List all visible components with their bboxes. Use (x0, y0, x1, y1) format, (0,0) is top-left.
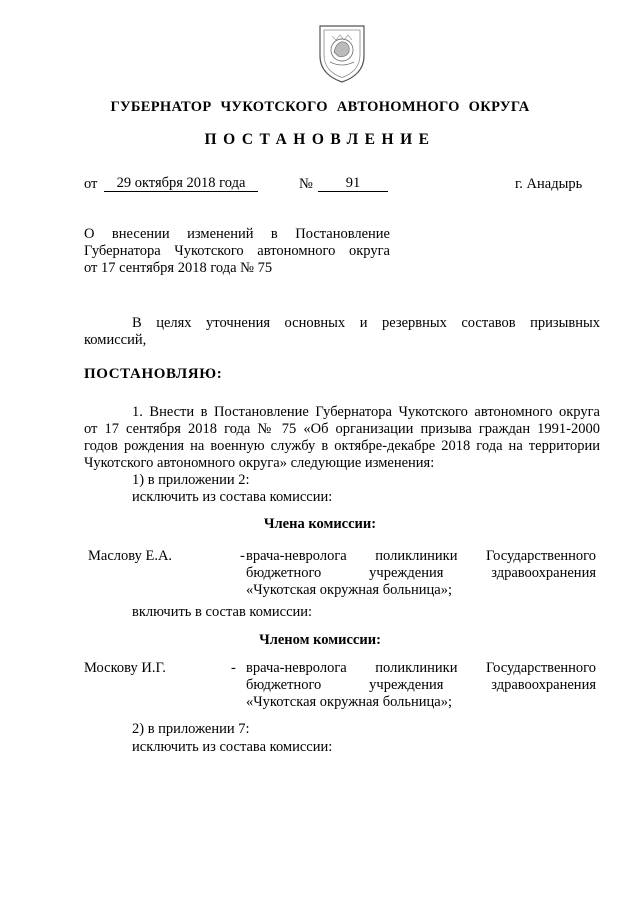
item-1-line: Чукотского автономного округа» следующие изменения: (84, 455, 435, 471)
item-1-paragraph (84, 404, 600, 472)
exclude-instruction-1: исключить из состава комиссии: (132, 489, 333, 505)
member-heading-included: Членом комиссии: (259, 632, 381, 648)
coat-of-arms-icon (316, 22, 368, 84)
document-subject (84, 226, 390, 277)
person-name: Москову И.Г. (84, 660, 166, 676)
subject-line: от 17 сентября 2018 года № 75 (84, 260, 273, 276)
preamble-line: комиссий, (84, 332, 147, 348)
person-name: Маслову Е.А. (88, 548, 173, 564)
exclude-instruction-2: исключить из состава комиссии: (132, 739, 333, 755)
preamble-line: В целях уточнения основных и резервных составов призывных (132, 315, 600, 331)
document-number: 91 (318, 176, 388, 192)
item-1-line: 1. Внести в Постановление Губернатора Чукотского автономного округа (132, 404, 600, 420)
person-role-line: «Чукотская окружная больница»; (246, 694, 452, 710)
item-1-line: годов рождения на военную службу в октябре-декабре 2018 года на территории (84, 438, 600, 454)
document-city: г. Анадырь (515, 176, 583, 192)
person-dash: - (231, 660, 236, 676)
include-instruction: включить в состав комиссии: (132, 604, 313, 620)
person-role-line: «Чукотская окружная больница»; (246, 582, 452, 598)
person-role (246, 660, 596, 711)
date-prefix: от (84, 176, 98, 192)
item-1-line: от 17 сентября 2018 года № 75 «Об организации призыва граждан 1991-2000 (84, 421, 600, 437)
document-type-heading: ПОСТАНОВЛЕНИЕ (204, 131, 436, 148)
subject-line: Губернатора Чукотского автономного округа (84, 243, 390, 259)
governor-heading: ГУБЕРНАТОР ЧУКОТСКОГО АВТОНОМНОГО ОКРУГА (110, 99, 530, 115)
document-date: 29 октября 2018 года (104, 176, 258, 192)
subitem-2: 2) в приложении 7: (132, 721, 250, 737)
person-role-line: врача-невролога поликлиники Государственного (246, 548, 596, 564)
preamble (84, 315, 600, 349)
number-label: № (299, 176, 313, 192)
person-role-line: врача-невролога поликлиники Государственного (246, 660, 596, 676)
person-dash: - (240, 548, 245, 564)
subitem-1: 1) в приложении 2: (132, 472, 250, 488)
person-role-line: бюджетного учреждения здравоохранения (246, 677, 596, 693)
member-heading-excluded: Члена комиссии: (263, 516, 377, 532)
coat-of-arms-emblem (316, 22, 368, 84)
person-role (246, 548, 596, 599)
subject-line: О внесении изменений в Постановление (84, 226, 390, 242)
person-role-line: бюджетного учреждения здравоохранения (246, 565, 596, 581)
resolve-heading: ПОСТАНОВЛЯЮ: (84, 366, 223, 382)
